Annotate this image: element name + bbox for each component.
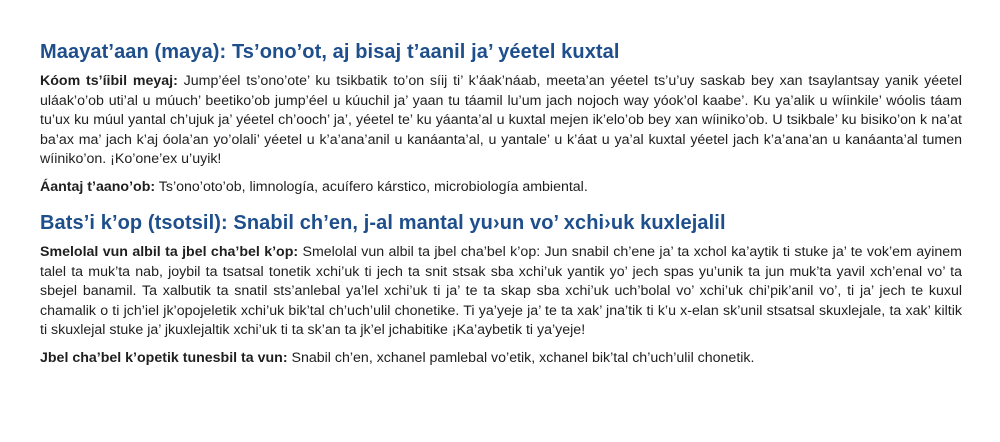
summary-label: Kóom ts’íibil meyaj: [40,73,178,89]
section-title: Bats’i k’op (tsotsil): Snabil ch’en, j-al mantal yu›un vo’ xchi›uk kuxlejalil [40,212,726,234]
keywords-text: Ts’ono’oto’ob, limnología, acuífero kárstico, microbiología ambiental. [158,178,588,195]
keywords-text: Snabil ch’en, xchanel pamlebal vo’etik, xchanel bik’tal ch’uch’ulil chonetik. [291,349,755,366]
summary-text: Smelolal vun albil ta jbel cha’bel k’op: Jun snabil ch’ene ja’ ta xchol ka’aytik ti stuke ja’ te vok’em ayinem talel ta muk’ta nab, joybil ta tsatsal tonetik xchi’uk ti jech ta snit stsak sba xchi’uk yantik yo’ jech spas yu’unik ta jun muk’ta yavil xch’enal vo’ ta sbejel banamil. Ta xalbutik ta snatil sts’anlebal ya’lel xchi’uk ti ja’ te ta skap sba xchi’uk uch’bolal vo’ xchi’uk chi’pik’anil vo’, ti ja’ jech te kuxul chamalik o ti jch’iel jk’opojeletik xchi’uk bik’tal ch’uch’ulil chonetike. Ti ya’yeje ja’ te ta xak’ jna’tik ti k’u x-elan sk’unil stsatsal skuxlejale, ta xak’ kiltik ti skuxlejal stuke ja’ jkuxlejaltik xchi’uk ti ta sk’an ta jk’el jchabitike ¡Ka’aybetik ti ya’yeje! [40,244,962,338]
section-title: Maayat’aan (maya): Ts’ono’ot, aj bisaj t’aanil ja’ yéetel kuxtal [40,41,620,63]
keywords-label: Áantaj t’aano’ob: [40,178,156,195]
keywords-paragraph [40,178,962,198]
keywords-label: Jbel cha’bel k’opetik tunesbil ta vun: [40,349,288,366]
summary-label: Smelolal vun albil ta jbel cha’bel k’op: [40,244,299,260]
summary-paragraph [40,243,962,341]
section-maya [40,40,962,197]
keywords-paragraph [40,349,962,369]
summary-text: Jump’éel ts’ono’ote’ ku tsikbatik to’on síij ti’ k’áak’náab, meeta’an yéetel ts’u’uy saskab bey xan tsaylantsay yanik yéetel uláak’o’ob uti’al u múuch’ beetiko’ob jump’éel u kúuchil ja’ yaan tu táamil lu’um jach nojoch way yóok’ol kaabe’. Ku ya’alik u wíinkile’ wóolis táam tu’ux ku múul yantal ch’ujuk ja’ yéetel ch’ooch’ ja’, yéetel te’ ku yáanta’al u kuxtal mejen ik’elo’ob bey xan wíiniko’ob. U tsikbale’ ku bisiko’on k na’at ba’ax ma’ jach k’aj óola’an yo’olali’ yéetel u k’a’ana’anil u kanáanta’al, u yantale’ u k’áat u ya’al kuxtal yéetel jach k’a’ana’an u kanáanta’al tumen wíiniko’on. ¡Ko’one’ex u’uyik! [40,73,962,167]
summary-paragraph [40,72,962,170]
section-tsotsil [40,211,962,368]
document-page [40,40,962,368]
